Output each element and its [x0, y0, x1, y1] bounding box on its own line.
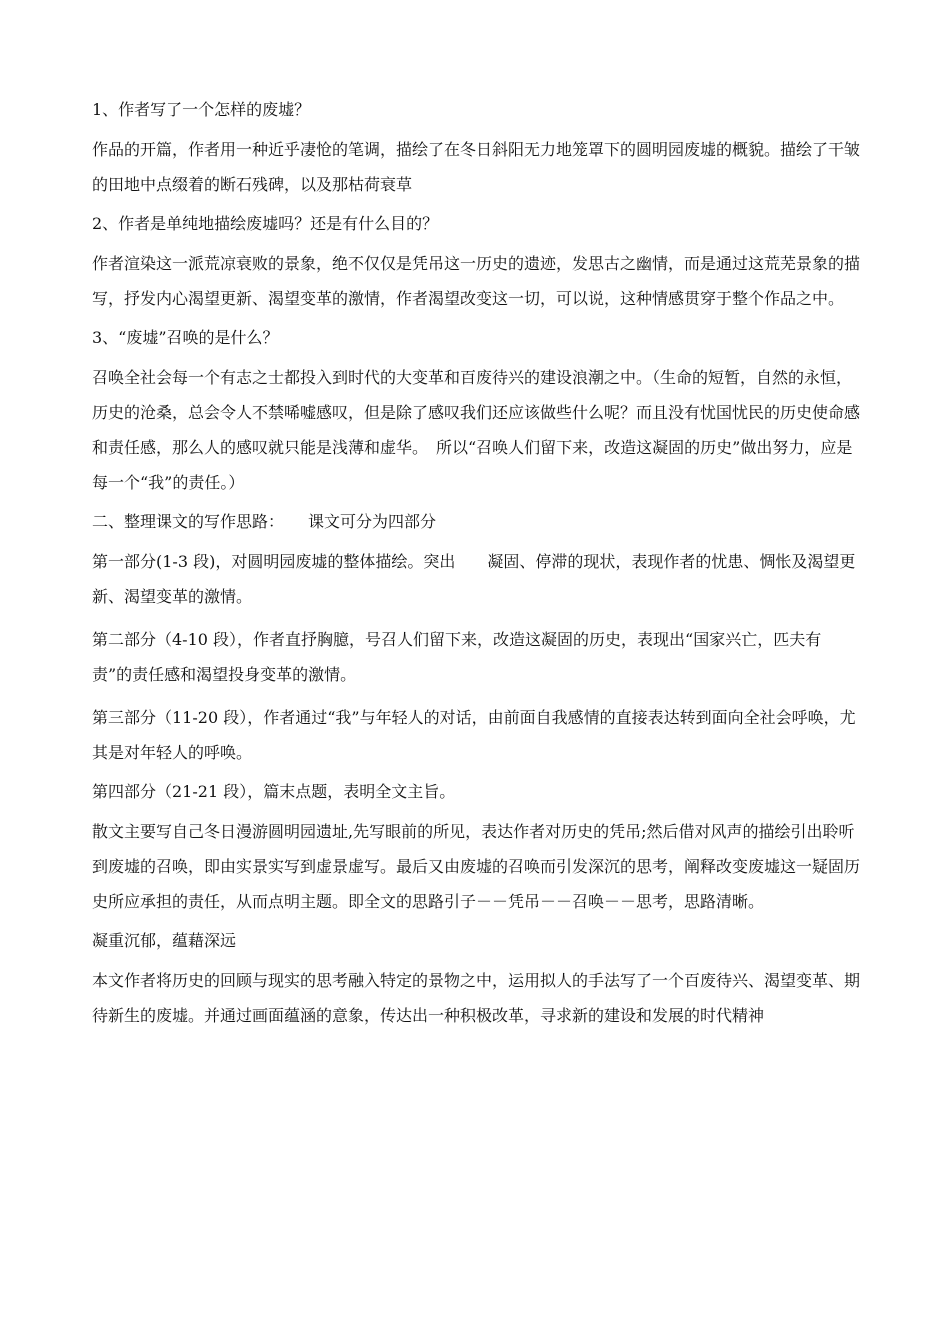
part-1-paragraph: 第一部分(1-3 段)，对圆明园废墟的整体描绘。突出 凝固、停滞的现状，表现作者的忧患、惆怅及渴望更新、渴望变革的激情。	[92, 552, 856, 606]
section-2-heading: 二、整理课文的写作思路： 课文可分为四部分	[92, 512, 437, 531]
question-1-heading: 1、作者写了一个怎样的废墟？	[92, 100, 311, 119]
answer-2-paragraph: 作者渲染这一派荒凉衰败的景象，绝不仅仅是凭吊这一历史的遗迹，发思古之幽情，而是通过这荒芜景象的描写，抒发内心渴望更新、渴望变革的激情，作者渴望改变这一切，可以说，这种情感贯穿于整个作品之中。	[92, 254, 861, 308]
style-paragraph: 本文作者将历史的回顾与现实的思考融入特定的景物之中，运用拟人的手法写了一个百废待兴、渴望变革、期待新生的废墟。并通过画面蕴涵的意象，传达出一种积极改革，寻求新的建设和发展的时代精神	[92, 971, 861, 1025]
summary-paragraph: 散文主要写自己冬日漫游圆明园遗址,先写眼前的所见，表达作者对历史的凭吊;然后借对风声的描绘引出聆听到废墟的召唤，即由实景实写到虚景虚写。最后又由废墟的召唤而引发深沉的思考，阐释改变废墟这一疑固历史所应承担的责任，从而点明主题。即全文的思路引子－－凭吊－－召唤－－思考，思路清晰。	[92, 822, 861, 911]
style-heading: 凝重沉郁，蕴藉深远	[92, 931, 237, 950]
part-3-paragraph: 第三部分（11-20 段），作者通过“我”与年轻人的对话，由前面自我感情的直接表达转到面向全社会呼唤，尤其是对年轻人的呼唤。	[92, 708, 856, 762]
part-4-line: 第四部分（21-21 段），篇末点题，表明全文主旨。	[92, 782, 456, 801]
answer-3-paragraph: 召唤全社会每一个有志之士都投入到时代的大变革和百废待兴的建设浪潮之中。（生命的短暂，自然的永恒，历史的沧桑，总会令人不禁唏嘘感叹，但是除了感叹我们还应该做些什么呢？而且没有忧国忧民的历史使命感和责任感，那么人的感叹就只能是浅薄和虚华。 所以“召唤人们留下来，改造这凝固的历史”做出努力，应是每一个“我”的责任。）	[92, 368, 861, 492]
answer-1-paragraph: 作品的开篇，作者用一种近乎凄怆的笔调，描绘了在冬日斜阳无力地笼罩下的圆明园废墟的概貌。描绘了干皱的田地中点缀着的断石残碑，以及那枯荷衰草	[92, 140, 861, 194]
part-2-paragraph: 第二部分（4-10 段），作者直抒胸臆，号召人们留下来，改造这凝固的历史，表现出“国家兴亡，匹夫有责”的责任感和渴望投身变革的激情。	[92, 630, 822, 684]
document-page	[92, 96, 860, 1041]
question-3-heading: 3、“废墟”召唤的是什么？	[92, 328, 279, 347]
question-2-heading: 2、作者是单纯地描绘废墟吗？还是有什么目的？	[92, 214, 439, 233]
